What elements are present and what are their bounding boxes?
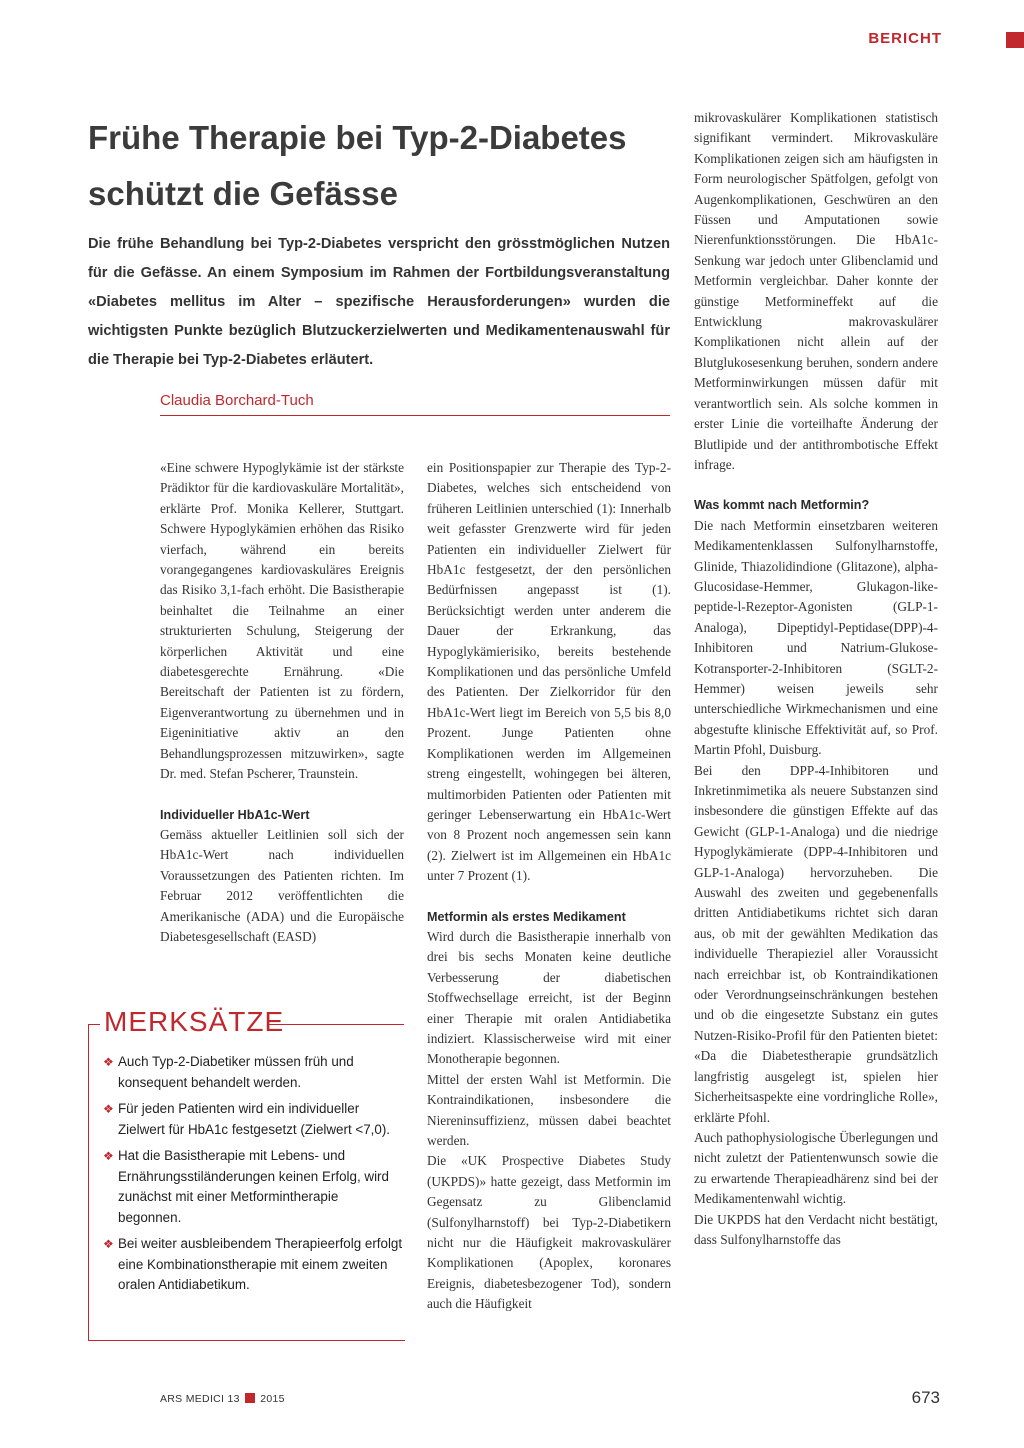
column-2 — [427, 458, 671, 1315]
col1-paragraph-1: «Eine schwere Hypoglykämie ist der stärkste Prädiktor für die kardiovaskuläre Mortalität», erklärte Prof. Monika Kellerer, Stuttgart. Schwere Hypoglykämien erhöhen das Risiko vierfach, während ein bereits vorangegangenes kardiovaskuläres Ereignis das Risiko 3,1-fach erhöht. Die Basistherapie beinhaltet die Teilnahme an einer strukturierten Schulung, Steigerung der körperlichen Aktivität und eine diabetesgerechte Ernährung. «Die Bereitschaft der Patienten ist zu fördern, Eigenverantwortung zu übernehmen und in Eigeninitiative aktiv an den Behandlungsprozessen mitzuwirken», sagte Dr. med. Stefan Pscherer, Traunstein. — [160, 460, 404, 782]
key-points-rule-left — [88, 1024, 100, 1025]
column-3 — [694, 108, 938, 1250]
key-point-text: Hat die Basistherapie mit Lebens- und Ernährungsstiländerungen keinen Erfolg, wird zunächst mit einer Metformintherapie begonnen. — [118, 1148, 389, 1225]
title-line-2: schützt die Gefässe — [88, 175, 398, 212]
col3-paragraph-5: Die UKPDS hat den Verdacht nicht bestätigt, dass Sulfonylharnstoffe das — [694, 1211, 938, 1247]
diamond-bullet-icon: ❖ — [103, 1149, 114, 1163]
article-title — [88, 110, 688, 222]
col2-paragraph-4: Die «UK Prospective Diabetes Study (UKPDS)» hatte gezeigt, dass Metformin im Gegensatz zu Glibenclamid (Sulfonylharnstoff) bei Typ-2-Diabetikern nicht nur die Häufigkeit makrovaskulärer Komplikationen (Apoplex, koronares Ereignis, diabetesbezogener Tod), sondern auch die Häufigkeit — [427, 1153, 671, 1312]
diamond-bullet-icon: ❖ — [103, 1237, 114, 1251]
section-marker — [1006, 32, 1024, 48]
col3-paragraph-3: Bei den DPP-4-Inhibitoren und Inkretinmimetika als neuere Substanzen sind insbesondere die günstigen Effekte auf das Gewicht (GLP-1-Analoga) und die niedrige Hypoglykämierate (DPP-4-Inhibitoren und GLP-1-Analoga) hervorzuheben. Die Auswahl des zweiten und gegebenenfalls dritten Antidiabetikums richtet sich daran aus, ob mit der gewählten Medikation das individuelle Therapieziel aller Voraussicht nach erreichbar ist, ob Kontraindikationen oder Verordnungseinschränkungen bestehen und ob die eingesetzte Substanz ein gutes Nutzen-Risiko-Profil für den Patienten bietet: «Da die Diabetestherapie grundsätzlich langfristig ausgelegt ist, spielen hier Sicherheitsaspekte eine vordringliche Rolle», erklärte Pfohl. — [694, 762, 938, 1125]
title-line-1: Frühe Therapie bei Typ-2-Diabetes — [88, 119, 627, 156]
col3-subheading: Was kommt nach Metformin? — [694, 498, 870, 513]
col2-paragraph-1: ein Positionspapier zur Therapie des Typ-2-Diabetes, welches sich entscheidend von früheren Leitlinien unterschied (1): Innerhalb weit gefasster Grenzwerte wird für jeden Patienten ein individueller Zielwert für HbA1c festgesetzt, der den persönlichen Bedürfnissen angepasst ist (1). Berücksichtigt werden unter anderem die Dauer der Erkrankung, das Hypoglykämierisiko, bereits bestehende Komplikationen und das persönliche Umfeld des Patienten. Der Zielkorridor für den HbA1c-Wert liegt im Bereich von 5,5 bis 8,0 Prozent. Junge Patienten ohne Komplikationen werden im Allgemeinen streng eingestellt, wohingegen bei älteren, multimorbiden Patienten oder Patienten mit geringer Lebenserwartung ein HbA1c-Wert von 8 Prozent noch angemessen sein kann (2). Zielwert ist im Allgemeinen ein HbA1c unter 7 Prozent (1). — [427, 460, 671, 884]
col2-subheading: Metformin als erstes Medikament — [427, 909, 626, 924]
col1-subheading: Individueller HbA1c-Wert — [160, 807, 310, 822]
key-points-rule-right — [268, 1024, 404, 1025]
key-point-text: Für jeden Patienten wird ein individueller Zielwert für HbA1c festgesetzt (Zielwert <7,0). — [118, 1101, 390, 1137]
col3-paragraph-4: Auch pathophysiologische Überlegungen und nicht zuletzt der Patientenwunsch sowie die zu erwartende Therapieadhärenz sind bei der Medikamentenwahl wichtig. — [694, 1129, 938, 1207]
page-number: 673 — [911, 1388, 940, 1407]
diamond-bullet-icon: ❖ — [103, 1102, 114, 1116]
journal-footer — [160, 1393, 285, 1405]
key-point-text: Auch Typ-2-Diabetiker müssen früh und konsequent behandelt werden. — [118, 1054, 354, 1090]
footer-square-icon — [245, 1393, 255, 1403]
key-point-item — [103, 1234, 403, 1296]
journal-issue: ARS MEDICI 13 — [160, 1393, 240, 1405]
key-points-title: MERKSÄTZE — [104, 1006, 285, 1037]
key-point-text: Bei weiter ausbleibendem Therapieerfolg erfolgt eine Kombinationstherapie mit einem zweiten oralen Antidiabetikum. — [118, 1236, 403, 1292]
col3-paragraph-2: Die nach Metformin einsetzbaren weiteren Medikamentenklassen Sulfonylharnstoffe, Glinide, Thiazolidindione (Glitazone), alpha-Glucosidase-Hemmer, Glukagon-like-peptide-l-Rezeptor-Agonisten (GLP-1-Analoga), Dipeptidyl-Peptidase(DPP)-4-Inhibitoren und Natrium-Glukose-Kotransporter-2-Inhibitoren (SGLT-2-Hemmer) weisen jeweils sehr unterschiedliche Wirkmechanismen und eine abgestufte klinische Effektivität auf, so Prof. Martin Pfohl, Duisburg. — [694, 517, 938, 758]
journal-year: 2015 — [260, 1393, 285, 1405]
col3-paragraph-1: mikrovaskulärer Komplikationen statistisch signifikant vermindert. Mikrovaskuläre Komplikationen zeigen sich am häufigsten in Form neurologischer Spätfolgen, gefolgt von Augenkomplikationen, Geschwüren an den Füssen und Amputationen sowie Nierenfunktionsstörungen. Die HbA1c-Senkung war jedoch unter Glibenclamid und Metformin vergleichbar. Daher konnte der günstige Metformineffekt auf die Entwicklung makrovaskulärer Komplikationen nicht allein auf der Blutglukosesenkung beruhen, sondern andere Metforminwirkungen müssen dafür mit verantwortlich sein. Als solche kommen in erster Linie die vorteilhafte Änderung der Blutlipide und der antithrombotische Effekt infrage. — [694, 110, 938, 472]
col2-paragraph-3: Mittel der ersten Wahl ist Metformin. Die Kontraindikationen, insbesondere die Niereninsuffizienz, müssen dabei beachtet werden. — [427, 1071, 671, 1148]
col1-paragraph-2: Gemäss aktueller Leitlinien soll sich der HbA1c-Wert nach individuellen Voraussetzungen des Patienten richten. Im Februar 2012 veröffentlichten die Amerikanische (ADA) und die Europäische Diabetesgesellschaft (EASD) — [160, 826, 404, 944]
key-point-item — [103, 1099, 403, 1140]
key-points-list — [103, 1052, 403, 1302]
key-point-item — [103, 1052, 403, 1093]
key-point-item — [103, 1146, 403, 1228]
col2-paragraph-2: Wird durch die Basistherapie innerhalb von drei bis sechs Monaten keine deutliche Verbesserung der diabetischen Stoffwechsellage erreicht, ist der Beginn einer Therapie mit oralen Antidiabetika indiziert. Klassischerweise wird mit einer Monotherapie begonnen. — [427, 928, 671, 1067]
section-label: BERICHT — [868, 30, 942, 47]
article-author: Claudia Borchard-Tuch — [160, 392, 670, 416]
article-lead: Die frühe Behandlung bei Typ-2-Diabetes verspricht den grösstmöglichen Nutzen für die Gefässe. An einem Symposium im Rahmen der Fortbildungsveranstaltung «Diabetes mellitus im Alter – spezifische Herausforderungen» wurden die wichtigsten Punkte bezüglich Blutzuckerzielwerten und Medikamentenauswahl für die Therapie bei Typ-2-Diabetes erläutert. — [88, 236, 670, 368]
diamond-bullet-icon: ❖ — [103, 1055, 114, 1069]
column-1 — [160, 458, 404, 947]
